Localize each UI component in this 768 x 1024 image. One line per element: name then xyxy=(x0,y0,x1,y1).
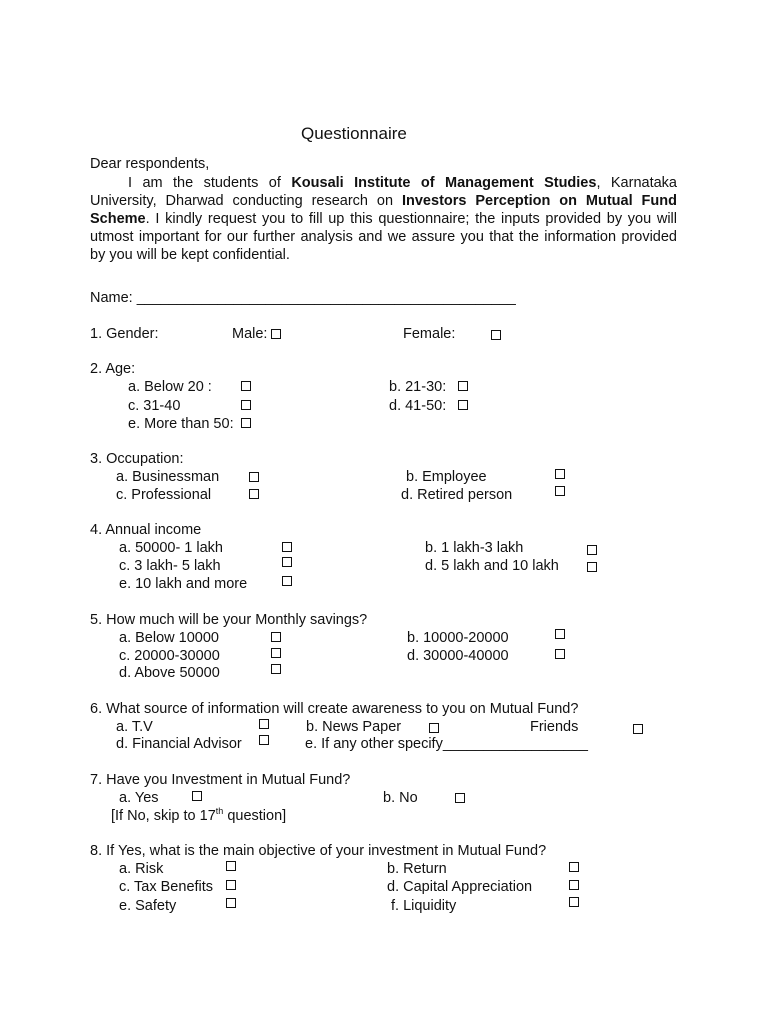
q5-option-b-checkbox[interactable] xyxy=(555,629,565,639)
q6-option-b: b. News Paper xyxy=(306,719,402,735)
q2-option-c-checkbox[interactable] xyxy=(241,400,251,410)
q7-option-a: a. Yes xyxy=(119,790,159,806)
research-topic: Investors Perception on Mutual Fund Scheme xyxy=(90,193,677,227)
q8-option-b-checkbox[interactable] xyxy=(569,862,579,872)
q4-option-d: d. 5 lakh and 10 lakh xyxy=(425,558,559,574)
intro-text-1: I am the students of xyxy=(128,175,292,191)
q7-note-sup: th xyxy=(215,806,224,817)
q6-option-c: Friends xyxy=(530,719,579,735)
q3-option-d: d. Retired person xyxy=(401,487,513,503)
q6-label: 6. What source of information will create awareness to you on Mutual Fund? xyxy=(90,701,579,717)
q2-option-a: a. Below 20 : xyxy=(128,379,212,395)
q1-male-checkbox[interactable] xyxy=(271,329,281,339)
q8-option-e: e. Safety xyxy=(119,898,177,914)
page-title: Questionnaire xyxy=(301,124,407,143)
intro-text-2: , Karnataka University, Dharwad conducting research on xyxy=(90,175,677,209)
q7-option-a-checkbox[interactable] xyxy=(192,791,202,801)
q8-option-e-checkbox[interactable] xyxy=(226,898,236,908)
q5-option-a-checkbox[interactable] xyxy=(271,632,281,642)
q1-label: 1. Gender: xyxy=(90,326,159,342)
q7-skip-note xyxy=(111,808,286,825)
q1-female-checkbox[interactable] xyxy=(491,330,501,340)
q8-label: 8. If Yes, what is the main objective of your investment in Mutual Fund? xyxy=(90,843,547,859)
q8-option-a-checkbox[interactable] xyxy=(226,861,236,871)
q7-note-post: question] xyxy=(223,808,287,824)
q6-option-a-checkbox[interactable] xyxy=(259,719,269,729)
q8-option-d: d. Capital Appreciation xyxy=(387,879,533,895)
q7-label: 7. Have you Investment in Mutual Fund? xyxy=(90,772,351,788)
q7-option-b: b. No xyxy=(383,790,418,806)
q6-option-c-checkbox[interactable] xyxy=(633,724,643,734)
q5-option-e-checkbox[interactable] xyxy=(271,664,281,674)
q6-option-d-checkbox[interactable] xyxy=(259,735,269,745)
q8-option-b: b. Return xyxy=(387,861,447,877)
q2-option-d: d. 41-50: xyxy=(389,398,447,414)
q8-option-c-checkbox[interactable] xyxy=(226,880,236,890)
salutation: Dear respondents, xyxy=(90,156,210,172)
q2-option-b-checkbox[interactable] xyxy=(458,381,468,391)
q3-option-c-checkbox[interactable] xyxy=(249,489,259,499)
q6-option-e[interactable]: e. If any other specify__________________ xyxy=(305,736,588,752)
q1-female-label: Female: xyxy=(403,326,456,342)
q8-option-f-checkbox[interactable] xyxy=(569,897,579,907)
q2-option-c: c. 31-40 xyxy=(128,398,181,414)
q4-option-b: b. 1 lakh-3 lakh xyxy=(425,540,524,556)
q5-option-b: b. 10000-20000 xyxy=(407,630,509,646)
q2-option-b: b. 21-30: xyxy=(389,379,447,395)
q4-option-e: e. 10 lakh and more xyxy=(119,576,248,592)
q7-option-b-checkbox[interactable] xyxy=(455,793,465,803)
q3-option-b-checkbox[interactable] xyxy=(555,469,565,479)
institute-name: Kousali Institute of Management Studies xyxy=(291,175,597,191)
q3-option-d-checkbox[interactable] xyxy=(555,486,565,496)
q4-option-a-checkbox[interactable] xyxy=(282,542,292,552)
q4-label: 4. Annual income xyxy=(90,522,202,538)
q3-option-a-checkbox[interactable] xyxy=(249,472,259,482)
q5-option-d: d. 30000-40000 xyxy=(407,648,509,664)
q6-option-d: d. Financial Advisor xyxy=(116,736,242,752)
q4-option-c: c. 3 lakh- 5 lakh xyxy=(119,558,221,574)
q8-option-c: c. Tax Benefits xyxy=(119,879,214,895)
q4-option-d-checkbox[interactable] xyxy=(587,562,597,572)
q4-option-a: a. 50000- 1 lakh xyxy=(119,540,223,556)
intro-text-3: . I kindly request you to fill up this questionnaire; the inputs provided by you will utmost important for our further analysis and we assure you that the information provided by you will be kept confidential. xyxy=(90,211,677,263)
q8-option-f: f. Liquidity xyxy=(391,898,457,914)
q5-option-c: c. 20000-30000 xyxy=(119,648,220,664)
q7-note-pre: [If No, skip to 17 xyxy=(111,808,216,824)
q3-label: 3. Occupation: xyxy=(90,451,184,467)
q3-option-a: a. Businessman xyxy=(116,469,220,485)
q5-option-d-checkbox[interactable] xyxy=(555,649,565,659)
name-field[interactable]: Name: _______________________________________________ xyxy=(90,290,516,306)
q3-option-c: c. Professional xyxy=(116,487,212,503)
intro-paragraph xyxy=(90,174,677,264)
q4-option-e-checkbox[interactable] xyxy=(282,576,292,586)
q8-option-a: a. Risk xyxy=(119,861,164,877)
q4-option-b-checkbox[interactable] xyxy=(587,545,597,555)
q2-option-a-checkbox[interactable] xyxy=(241,381,251,391)
q5-option-c-checkbox[interactable] xyxy=(271,648,281,658)
q5-option-a: a. Below 10000 xyxy=(119,630,219,646)
q4-option-c-checkbox[interactable] xyxy=(282,557,292,567)
q2-label: 2. Age: xyxy=(90,361,136,377)
q1-male-label: Male: xyxy=(232,326,268,342)
q8-option-d-checkbox[interactable] xyxy=(569,880,579,890)
q6-option-b-checkbox[interactable] xyxy=(429,723,439,733)
q5-label: 5. How much will be your Monthly savings? xyxy=(90,612,368,628)
q2-option-e: e. More than 50: xyxy=(128,416,234,432)
q3-option-b: b. Employee xyxy=(406,469,487,485)
q2-option-d-checkbox[interactable] xyxy=(458,400,468,410)
q2-option-e-checkbox[interactable] xyxy=(241,418,251,428)
q6-option-a: a. T.V xyxy=(116,719,153,735)
q5-option-e: d. Above 50000 xyxy=(119,665,220,681)
